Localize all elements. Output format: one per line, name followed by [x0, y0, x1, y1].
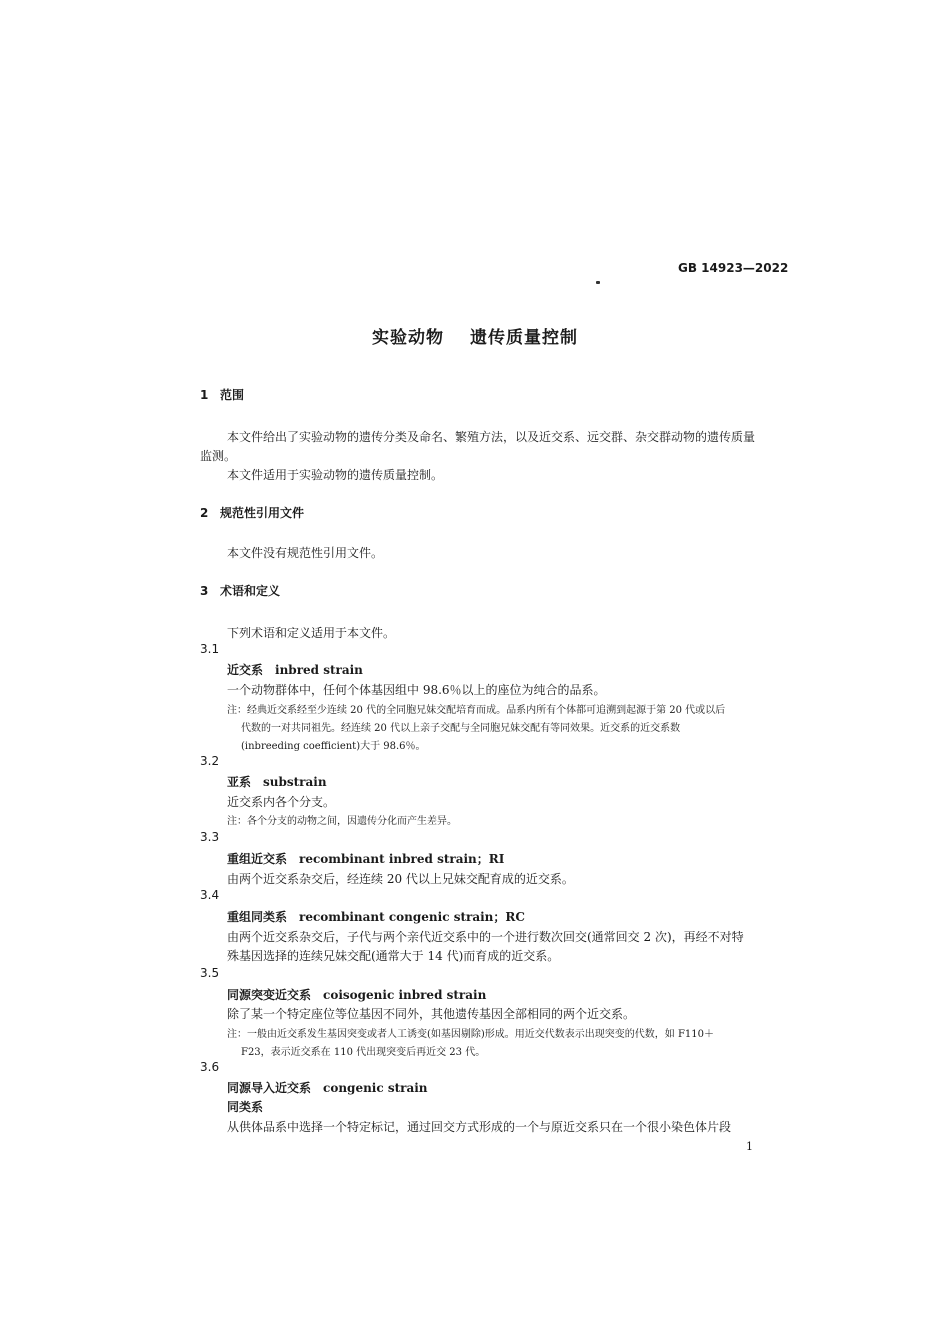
section-number: 3: [200, 584, 209, 598]
section-title: 范围: [220, 388, 245, 402]
term-3-3-number: 3.3: [200, 830, 220, 844]
term-3-4-definition-line-1: 由两个近交系杂交后，子代与两个亲代近交系中的一个进行数次回交(通常回交 2 次)，再经不对特: [227, 930, 744, 944]
section-1-para-1-line-2: 监测。: [200, 449, 237, 463]
term-en: coisogenic inbred strain: [323, 988, 487, 1002]
section-title: 规范性引用文件: [220, 506, 305, 520]
scan-speck: [596, 281, 600, 284]
term-zh: 亚系: [227, 775, 252, 789]
term-3-3-heading: [227, 850, 504, 867]
term-3-3-definition: 由两个近交系杂交后，经连续 20 代以上兄妹交配育成的近交系。: [227, 872, 574, 886]
term-en: congenic strain: [323, 1081, 428, 1095]
term-3-1-note-line-2: 代数的一对共同祖先。经连续 20 代以上亲子交配与全同胞兄妹交配有等同效果。近交系的近交系数: [241, 723, 681, 734]
page-number: 1: [746, 1140, 753, 1153]
title-part-2: 遗传质量控制: [470, 328, 578, 348]
document-code: GB 14923—2022: [678, 261, 789, 275]
section-3-heading: [200, 582, 280, 599]
term-zh: 重组近交系: [227, 852, 288, 866]
section-number: 2: [200, 506, 209, 520]
term-en: inbred strain: [275, 663, 363, 677]
term-3-6-heading: [227, 1079, 428, 1096]
term-3-1-number: 3.1: [200, 642, 220, 656]
page-title: [0, 323, 950, 348]
term-3-4-definition-line-2: 殊基因选择的连续兄妹交配(通常大于 14 代)而育成的近交系。: [227, 949, 560, 963]
title-part-1: 实验动物: [372, 328, 444, 348]
section-3-intro: 下列术语和定义适用于本文件。: [227, 626, 396, 640]
term-zh: 同源导入近交系: [227, 1081, 312, 1095]
term-3-5-note-line-1: 注：一般由近交系发生基因突变或者人工诱变(如基因剔除)形成。用近交代数表示出现突变的代数，如 F110＋: [227, 1029, 715, 1040]
section-2-heading: [200, 504, 304, 521]
term-3-5-definition: 除了某一个特定座位等位基因不同外，其他遗传基因全部相同的两个近交系。: [227, 1007, 636, 1021]
term-3-4-heading: [227, 908, 525, 925]
term-3-2-heading: [227, 773, 327, 790]
section-1-heading: [200, 386, 244, 403]
term-3-2-definition: 近交系内各个分支。: [227, 795, 336, 809]
term-3-1-heading: [227, 661, 363, 678]
term-3-6-number: 3.6: [200, 1060, 220, 1074]
section-2-para-1: 本文件没有规范性引用文件。: [227, 546, 384, 560]
section-title: 术语和定义: [220, 584, 281, 598]
term-en: recombinant congenic strain；RC: [299, 910, 525, 924]
term-zh: 近交系: [227, 663, 264, 677]
section-number: 1: [200, 388, 209, 402]
term-zh: 同源突变近交系: [227, 988, 312, 1002]
term-3-5-note-line-2: F23，表示近交系在 110 代出现突变后再近交 23 代。: [241, 1047, 486, 1058]
term-en: substrain: [263, 775, 327, 789]
term-3-1-definition: 一个动物群体中，任何个体基因组中 98.6％以上的座位为纯合的品系。: [227, 683, 606, 697]
term-3-6-definition-line-1: 从供体品系中选择一个特定标记，通过回交方式形成的一个与原近交系只在一个很小染色体片段: [227, 1120, 732, 1134]
term-3-5-number: 3.5: [200, 966, 220, 980]
term-3-4-number: 3.4: [200, 888, 220, 902]
term-3-6-alt-name: 同类系: [227, 1100, 264, 1114]
term-3-5-heading: [227, 986, 486, 1003]
section-1-para-2: 本文件适用于实验动物的遗传质量控制。: [227, 468, 444, 482]
section-1-para-1-line-1: 本文件给出了实验动物的遗传分类及命名、繁殖方法，以及近交系、远交群、杂交群动物的遗传质量: [227, 430, 756, 444]
term-3-1-note-line-3: (inbreeding coefficient)大于 98.6％。: [241, 741, 426, 752]
term-en: recombinant inbred strain；RI: [299, 852, 505, 866]
term-3-2-note-line-1: 注：各个分支的动物之间，因遗传分化而产生差异。: [227, 816, 457, 827]
term-zh: 重组同类系: [227, 910, 288, 924]
term-3-1-note-line-1: 注：经典近交系经至少连续 20 代的全同胞兄妹交配培育而成。品系内所有个体都可追溯到起源于第 20 代或以后: [227, 705, 726, 716]
term-3-2-number: 3.2: [200, 754, 220, 768]
